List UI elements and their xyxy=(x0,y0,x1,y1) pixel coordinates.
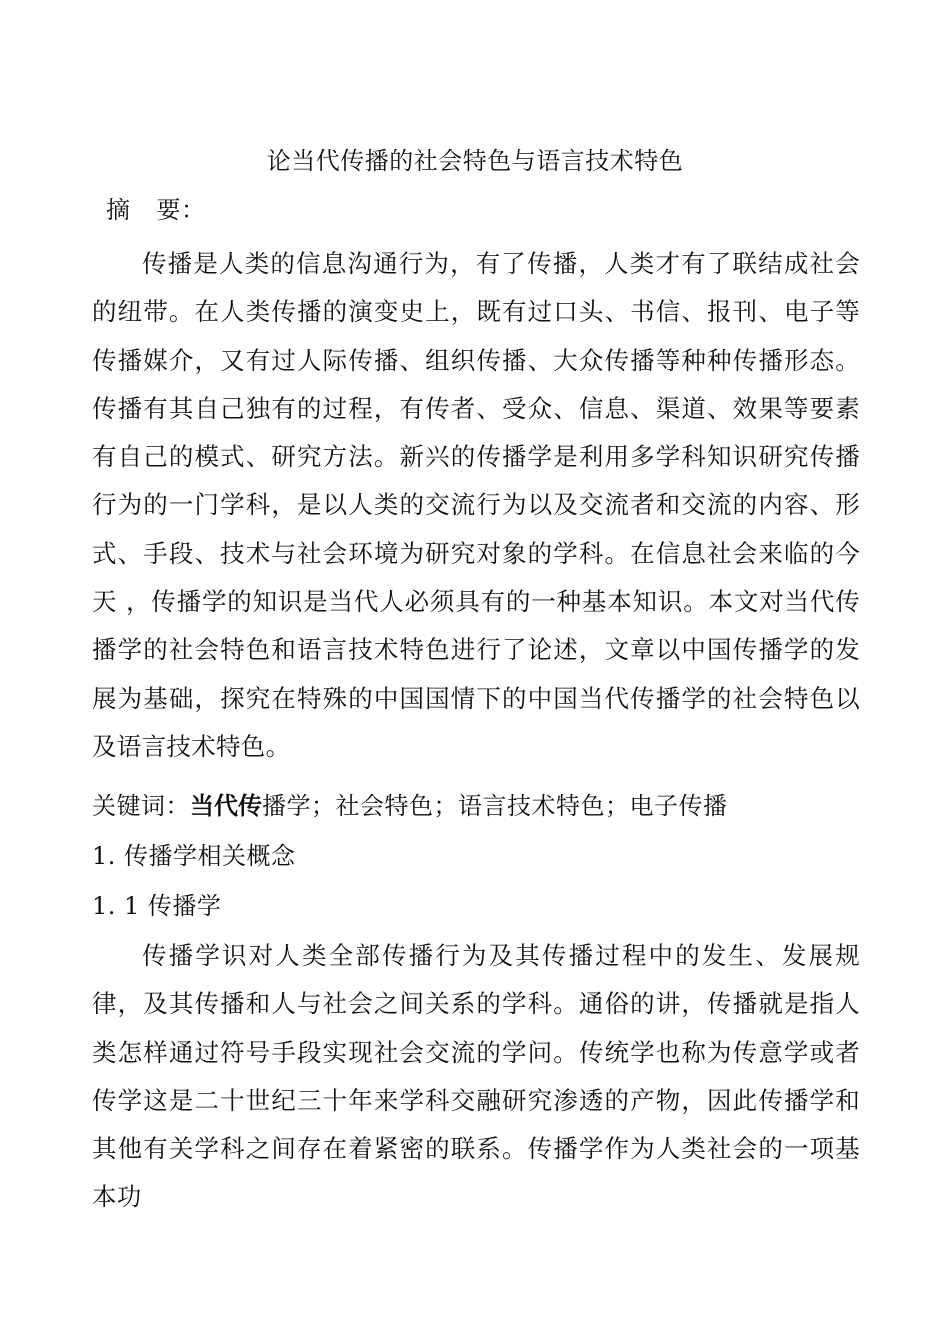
keywords-line xyxy=(92,788,728,824)
keywords-list: 播学；社会特色；语言技术特色；电子传播 xyxy=(262,792,728,820)
keywords-label: 关键词： xyxy=(92,792,190,820)
abstract-label-second: 要： xyxy=(156,196,206,224)
keywords-bold-part: 当代传 xyxy=(190,791,262,820)
document-title: 论当代传播的社会特色与语言技术特色 xyxy=(266,147,684,175)
abstract-paragraph: 传播是人类的信息沟通行为，有了传播，人类才有了联结成社会的纽带。在人类传播的演变史上，既有过口头、书信、报刊、电子等传播媒介，又有过人际传播、组织传播、大众传播等种种传播形态。传播有其自己独有的过程，有传者、受众、信息、渠道、效果等要素有自己的模式、研究方法。新兴的传播学是利用多学科知识研究传播行为的一门学科，是以人类的交流行为以及交流者和交流的内容、形式、手段、技术与社会环境为研究对象的学科。在信息社会来临的今天 ，传播学的知识是当代人必须具有的一种基本知识。本文对当代传播学的社会特色和语言技术特色进行了论述，文章以中国传播学的发展为基础，探究在特殊的中国国情下的中国当代传播学的社会特色以及语言技术特色。 xyxy=(92,249,860,761)
section-heading-1: 1. 传播学相关概念 xyxy=(92,842,296,870)
section-heading-1-1: 1. 1 传播学 xyxy=(92,892,222,920)
abstract-label-first: 摘 xyxy=(106,196,131,224)
abstract-label xyxy=(106,192,206,228)
section-1-1-paragraph: 传播学识对人类全部传播行为及其传播过程中的发生、发展规律，及其传播和人与社会之间关系的学科。通俗的讲，传播就是指人类怎样通过符号手段实现社会交流的学问。传统学也称为传意学或者传学这是二十世纪三十年来学科交融研究渗透的产物，因此传播学和其他有关学科之间存在着紧密的联系。传播学作为人类社会的一项基本功 xyxy=(92,941,860,1212)
